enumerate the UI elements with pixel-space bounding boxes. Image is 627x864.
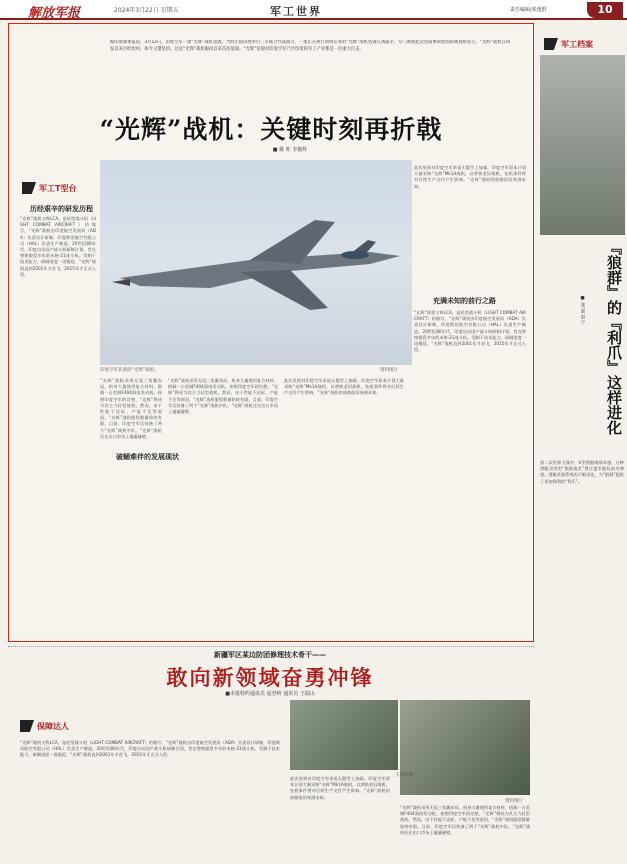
bottom-section-badge (20, 720, 69, 732)
photo-caption: 印度空军装备的“光辉”战机。 (100, 368, 159, 373)
photo-credit: 资料图片 (380, 368, 398, 373)
right-badge-label: 军工档案 (561, 39, 593, 49)
body-col-4: 此次坠毁对印度空军来说无疑雪上加霜。印度空军原本计划大量采购“光辉”Mk1A战机，以替换老旧战机。坠机事件将对后续生产交付产生影响。“光辉”战机的前路依旧充满未知。 (284, 378, 404, 396)
section-badge (22, 182, 76, 194)
right-article-title: 『狼群』的『利爪』这样进化 (605, 240, 623, 435)
bottom-body-1: “光辉”战机又称LCA，是轻型战斗机（LIGHT COMBAT AIRCRAFT）的缩写，“光辉”战机由印度航空发展局（ADA）负责设计研制，印度斯坦航空有限公司（HAL）负责生产制造。20世纪80年代，印度启动国产战斗机研制计划，旨在替换服役多年的米格-21战斗机。受制于技术能力，研制进度一再拖延，“光辉”战机直到2001年才首飞，2015年才正式入役。 (20, 740, 280, 758)
editor-credit: 责任编辑/张逸舒 (510, 7, 547, 13)
bottom-caption-1: 王瑞山摄 (395, 773, 413, 778)
subheading-2: 破蛹难伴的发展现状 (116, 453, 179, 461)
newspaper-logo: 解放军报 (28, 6, 81, 21)
submarine-gun-photo (540, 55, 625, 235)
body-col-3: “光辉”战机采用无尾三角翼布局，机身大量使用复合材料，搭载一台美制F404涡扇发动机。按照印度空军的设想，“光辉”将成为其主力轻型战机。然而，由于性能不达标、产能不足等原因，“光辉”战机服役数量始终有限。目前，印度空军仅装备了两个“光辉”战机中队。“光辉”战机还在出口市场上屡屡碰壁。 (168, 378, 278, 415)
star-badge-icon (22, 182, 36, 194)
bottom-title: 敢向新领域奋勇冲锋 (166, 665, 374, 690)
jet-photo (100, 160, 412, 365)
article-byline: ■ 姚 旺 李俊辉 (272, 147, 308, 153)
repair-photo-1 (290, 700, 398, 770)
issue-date: 2024年3月22日 星期五 (114, 7, 179, 14)
page-number: 10 (587, 2, 623, 18)
body-col-5b: “光辉”战机又称LCA，是轻型战斗机（LIGHT COMBAT AIRCRAFT）的缩写，“光辉”战机由印度航空发展局（ADA）负责设计研制，印度斯坦航空有限公司（HAL）负责生产制造。20世纪80年代，印度启动国产战斗机研制计划，旨在替换服役多年的米格-21战斗机。受制于技术能力，研制进度一再拖延，“光辉”战机直到2001年才首飞，2015年才正式入役。 (414, 310, 526, 353)
body-col-5a: 此次坠毁对印度空军来说无疑雪上加霜。印度空军原本计划大量采购“光辉”Mk1A战机，以替换老旧战机。坠机事件将对后续生产交付产生影响。“光辉”战机的前路依旧充满未知。 (414, 165, 526, 189)
bottom-badge-label: 保障达人 (37, 721, 69, 731)
right-section-badge (544, 38, 593, 50)
section-badge-label: 军工T型台 (39, 183, 77, 193)
repair-photo-2 (400, 700, 530, 795)
right-article-byline: ■ 张 磊 赵 宁 (580, 296, 585, 325)
bottom-byline: ■本报特约通讯员 庞登岭 通讯员 王瑞山 (225, 691, 315, 697)
article-intro: 据印度媒体报道，3月12日，印度空军一架“光辉”战机坠毁。当时正值印度举行三军联合作战演习，一架正在执行训练任务的“光辉”战机坠毁在斋浦尔。专门调查此次坠毁事故原因的调查组成立。“光辉”战机自研发以来历经坎坷，如今又遭坠机。这是“光辉”战机服役以来首次坠毁。“光辉”坠毁对印度空军乃至印度的军工产业都是一次重大打击。 (110, 40, 510, 52)
star-badge-icon (544, 38, 558, 50)
fighter-jet-icon (100, 160, 412, 365)
bottom-kicker: 新疆军区某边防团修理技术骨干—— (214, 651, 326, 659)
bottom-body-2: 此次坠毁对印度空军来说无疑雪上加霜。印度空军原本计划大量采购“光辉”Mk1A战机，以替换老旧战机。坠机事件将对后续生产交付产生影响。“光辉”战机的前路依旧充满未知。 (290, 776, 390, 800)
star-badge-icon (20, 720, 34, 732)
subheading-3: 充满未知的前行之路 (433, 297, 496, 305)
bottom-caption-2: 资料图片 (505, 799, 523, 804)
bottom-body-3: “光辉”战机采用无尾三角翼布局，机身大量使用复合材料，搭载一台美制F404涡扇发动机。按照印度空军的设想，“光辉”将成为其主力轻型战机。然而，由于性能不达标、产能不足等原因，“光辉”战机服役数量始终有限。目前，印度空军仅装备了两个“光辉”战机中队。“光辉”战机还在出口市场上屡屡碰壁。 (400, 805, 530, 835)
article-title: “光辉”战机：关键时刻再折戟 (99, 115, 443, 144)
right-article-body: 第二次世界大战中，U型潜艇战绩卓越。这种潜艇采用的“狼群战术”曾让盟军船队损失惨重。潜艇武器系统的不断进化，为“狼群”提供了更加锋利的“利爪”。 (540, 460, 624, 484)
subheading-1: 历经艰辛的研发历程 (30, 205, 93, 213)
body-col-1: “光辉”战机又称LCA，是轻型战斗机（LIGHT COMBAT AIRCRAFT）的缩写，“光辉”战机由印度航空发展局（ADA）负责设计研制，印度斯坦航空有限公司（HAL）负责生产制造。20世纪80年代，印度启动国产战斗机研制计划，旨在替换服役多年的米格-21战斗机。受制于技术能力，研制进度一再拖延，“光辉”战机直到2001年才首飞，2015年才正式入役。 (20, 216, 96, 277)
body-col-2: “光辉”战机采用无尾三角翼布局，机身大量使用复合材料，搭载一台美制F404涡扇发动机。按照印度空军的设想，“光辉”将成为其主力轻型战机。然而，由于性能不达标、产能不足等原因，“光辉”战机服役数量始终有限。目前，印度空军仅装备了两个“光辉”战机中队。“光辉”战机还在出口市场上屡屡碰壁。 (100, 378, 162, 439)
section-title: 军工世界 (270, 5, 322, 18)
